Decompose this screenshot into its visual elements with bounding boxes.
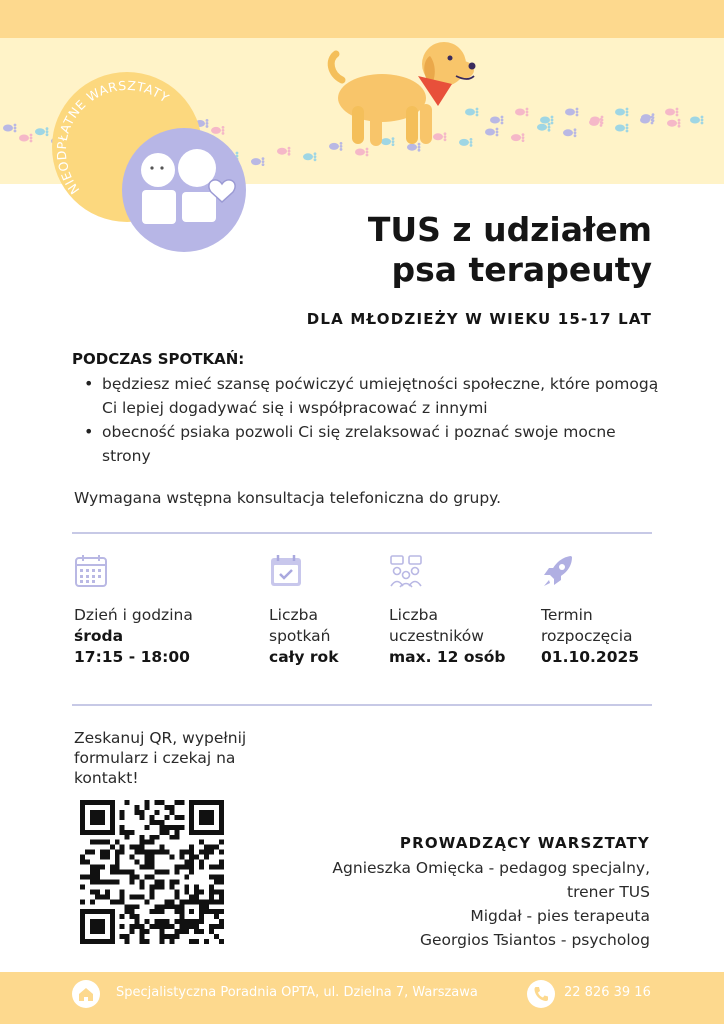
divider bbox=[72, 532, 652, 534]
age-subtitle: DLA MŁODZIEŻY W WIEKU 15-17 LAT bbox=[306, 310, 652, 328]
group-meeting-icon bbox=[389, 553, 423, 589]
consultation-note: Wymagana wstępna konsultacja telefoniczna do grupy. bbox=[74, 489, 502, 507]
info-value: cały rok bbox=[269, 648, 339, 666]
leaders-heading: PROWADZĄCY WARSZTATY bbox=[399, 834, 650, 852]
info-day-time bbox=[74, 553, 254, 668]
info-label: Termin rozpoczęcia bbox=[541, 606, 633, 645]
info-label: Dzień i godzina bbox=[74, 606, 193, 624]
page-title bbox=[232, 210, 652, 290]
scan-qr-instruction: Zeskanuj QR, wypełnij formularz i czekaj na kontakt! bbox=[74, 729, 247, 787]
list-item: • obecność psiaka pozwoli Ci się zrelaksować i poznać swoje mocne strony bbox=[72, 420, 662, 468]
home-icon bbox=[72, 980, 100, 1008]
info-value: 17:15 - 18:00 bbox=[74, 648, 190, 666]
kids-logo-icon bbox=[122, 128, 246, 252]
phone-icon[interactable] bbox=[527, 980, 555, 1008]
info-start-date bbox=[541, 553, 661, 668]
leader-line: trener TUS bbox=[567, 883, 650, 901]
footer-address: Specjalistyczna Poradnia OPTA, ul. Dzielna 7, Warszawa bbox=[116, 985, 478, 1000]
info-label: Liczba uczestników bbox=[389, 606, 484, 645]
top-strip bbox=[0, 0, 724, 38]
calendar-check-icon bbox=[269, 553, 303, 589]
rocket-icon bbox=[541, 553, 575, 589]
badge-text: NIEODPŁATNE WARSZTATY bbox=[53, 77, 173, 198]
leader-line: Agnieszka Omięcka - pedagog specjalny, bbox=[332, 859, 650, 877]
during-meetings-section bbox=[72, 350, 662, 468]
info-meetings-count bbox=[269, 553, 369, 668]
leader-line: Georgios Tsiantos - psycholog bbox=[420, 931, 650, 949]
info-label: Liczba spotkań bbox=[269, 606, 331, 645]
qr-code[interactable] bbox=[80, 800, 224, 944]
workshop-leaders bbox=[332, 834, 650, 952]
info-value: środa bbox=[74, 627, 124, 645]
therapy-dog-illustration bbox=[322, 40, 482, 152]
leader-line: Migdał - pies terapeuta bbox=[470, 907, 650, 925]
title-line-1: TUS z udziałem bbox=[367, 210, 652, 249]
title-line-2: psa terapeuty bbox=[391, 250, 652, 289]
calendar-grid-icon bbox=[74, 553, 108, 589]
list-item: • będziesz mieć szansę poćwiczyć umiejętności społeczne, które pomogą Ci lepiej dogadywać się i współpracować z innymi bbox=[72, 372, 662, 420]
info-participants bbox=[389, 553, 514, 668]
benefits-list bbox=[72, 372, 662, 468]
during-heading: PODCZAS SPOTKAŃ: bbox=[72, 350, 245, 368]
info-value: 01.10.2025 bbox=[541, 648, 640, 666]
footer-phone[interactable]: 22 826 39 16 bbox=[564, 985, 651, 1000]
divider bbox=[72, 704, 652, 706]
info-value: max. 12 osób bbox=[389, 648, 506, 666]
